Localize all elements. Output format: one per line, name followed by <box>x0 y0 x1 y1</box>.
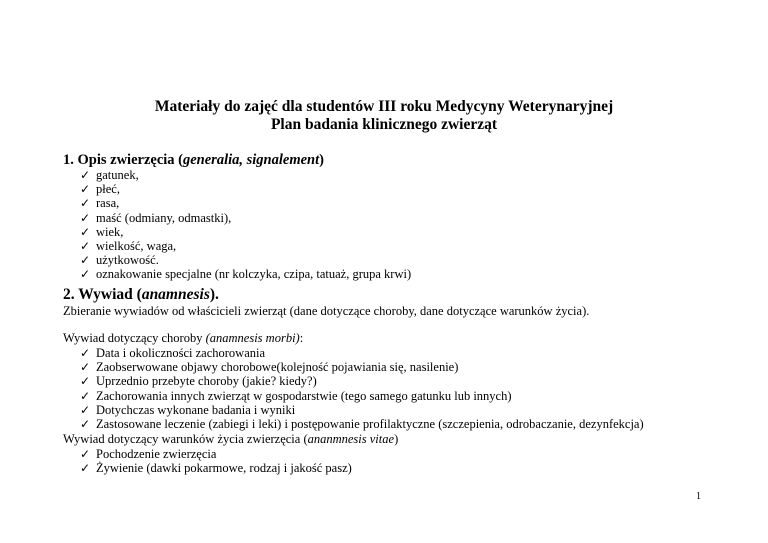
checklist-item <box>80 461 352 475</box>
checklist-item <box>80 447 352 461</box>
checklist-item <box>80 389 644 403</box>
checklist-item <box>80 196 411 210</box>
anamnesis-morbi-label: Wywiad dotyczący choroby (anamnesis morbi): <box>63 331 304 345</box>
checklist-item <box>80 267 411 281</box>
checkmark-icon: ✓ <box>80 224 91 239</box>
anamnesis-vitae-label: Wywiad dotyczący warunków życia zwierzęcia (ananmnesis vitae) <box>63 432 399 446</box>
checklist-item-text: wiek, <box>96 224 124 239</box>
checkmark-icon: ✓ <box>80 374 91 389</box>
checklist-item-text: Żywienie (dawki pokarmowe, rodzaj i jakość pasz) <box>96 461 352 476</box>
checklist-item <box>80 225 411 239</box>
checklist-item <box>80 168 411 182</box>
document-title-line1: Materiały do zajęć dla studentów III roku Medycyny Weterynaryjnej <box>154 98 614 115</box>
checklist-item <box>80 211 411 225</box>
anamnesis-morbi-checklist <box>80 346 644 431</box>
checklist-item-text: Zastosowane leczenie (zabiegi i leki) i postępowanie profilaktyczne (szczepienia, odrobaczanie, dezynfekcja) <box>96 416 644 431</box>
anamnesis-vitae-checklist <box>80 447 352 475</box>
checklist-item-text: wielkość, waga, <box>96 238 177 253</box>
checklist-item-text: oznakowanie specjalne (nr kolczyka, czipa, tatuaż, grupa krwi) <box>96 267 412 282</box>
checklist-item-text: Dotychczas wykonane badania i wyniki <box>96 402 296 417</box>
section1-heading: 1. Opis zwierzęcia (generalia, signalement) <box>63 152 324 168</box>
checklist-item-text: Uprzednio przebyte choroby (jakie? kiedy?) <box>96 374 317 389</box>
checklist-item-text: rasa, <box>96 196 120 211</box>
checklist-item-text: Data i okoliczności zachorowania <box>96 346 266 360</box>
checklist-item <box>80 346 644 360</box>
checklist-item-text: gatunek, <box>96 168 139 182</box>
section1-checklist <box>80 168 411 282</box>
checkmark-icon: ✓ <box>80 196 91 211</box>
checklist-item-text: Zaobserwowane objawy chorobowe(kolejność pojawiania się, nasilenie) <box>96 360 459 375</box>
checkmark-icon: ✓ <box>80 461 91 476</box>
checklist-item <box>80 253 411 267</box>
checkmark-icon: ✓ <box>80 238 91 253</box>
checklist-item <box>80 403 644 417</box>
checkmark-icon: ✓ <box>80 346 91 360</box>
checklist-item-text: płeć, <box>96 182 120 197</box>
checklist-item <box>80 374 644 388</box>
checkmark-icon: ✓ <box>80 210 91 225</box>
section2-intro: Zbieranie wywiadów od właścicieli zwierząt (dane dotyczące choroby, dane dotyczące warunków życia). <box>63 304 590 318</box>
checkmark-icon: ✓ <box>80 447 91 461</box>
checkmark-icon: ✓ <box>80 253 91 268</box>
checklist-item-text: Pochodzenie zwierzęcia <box>96 447 217 461</box>
checkmark-icon: ✓ <box>80 402 91 417</box>
checkmark-icon: ✓ <box>80 416 91 431</box>
document-title-line2: Plan badania klinicznego zwierząt <box>270 116 498 133</box>
checklist-item <box>80 417 644 431</box>
checklist-item <box>80 360 644 374</box>
checklist-item-text: Zachorowania innych zwierząt w gospodarstwie (tego samego gatunku lub innych) <box>96 388 512 403</box>
section2-heading: 2. Wywiad (anamnesis). <box>63 286 219 303</box>
checkmark-icon: ✓ <box>80 360 91 375</box>
page-number: 1 <box>696 491 701 502</box>
checkmark-icon: ✓ <box>80 168 91 182</box>
checklist-item <box>80 239 411 253</box>
checklist-item-text: użytkowość. <box>96 253 159 268</box>
checklist-item-text: maść (odmiany, odmastki), <box>96 210 232 225</box>
checkmark-icon: ✓ <box>80 182 91 197</box>
checkmark-icon: ✓ <box>80 388 91 403</box>
checklist-item <box>80 182 411 196</box>
checkmark-icon: ✓ <box>80 267 91 282</box>
